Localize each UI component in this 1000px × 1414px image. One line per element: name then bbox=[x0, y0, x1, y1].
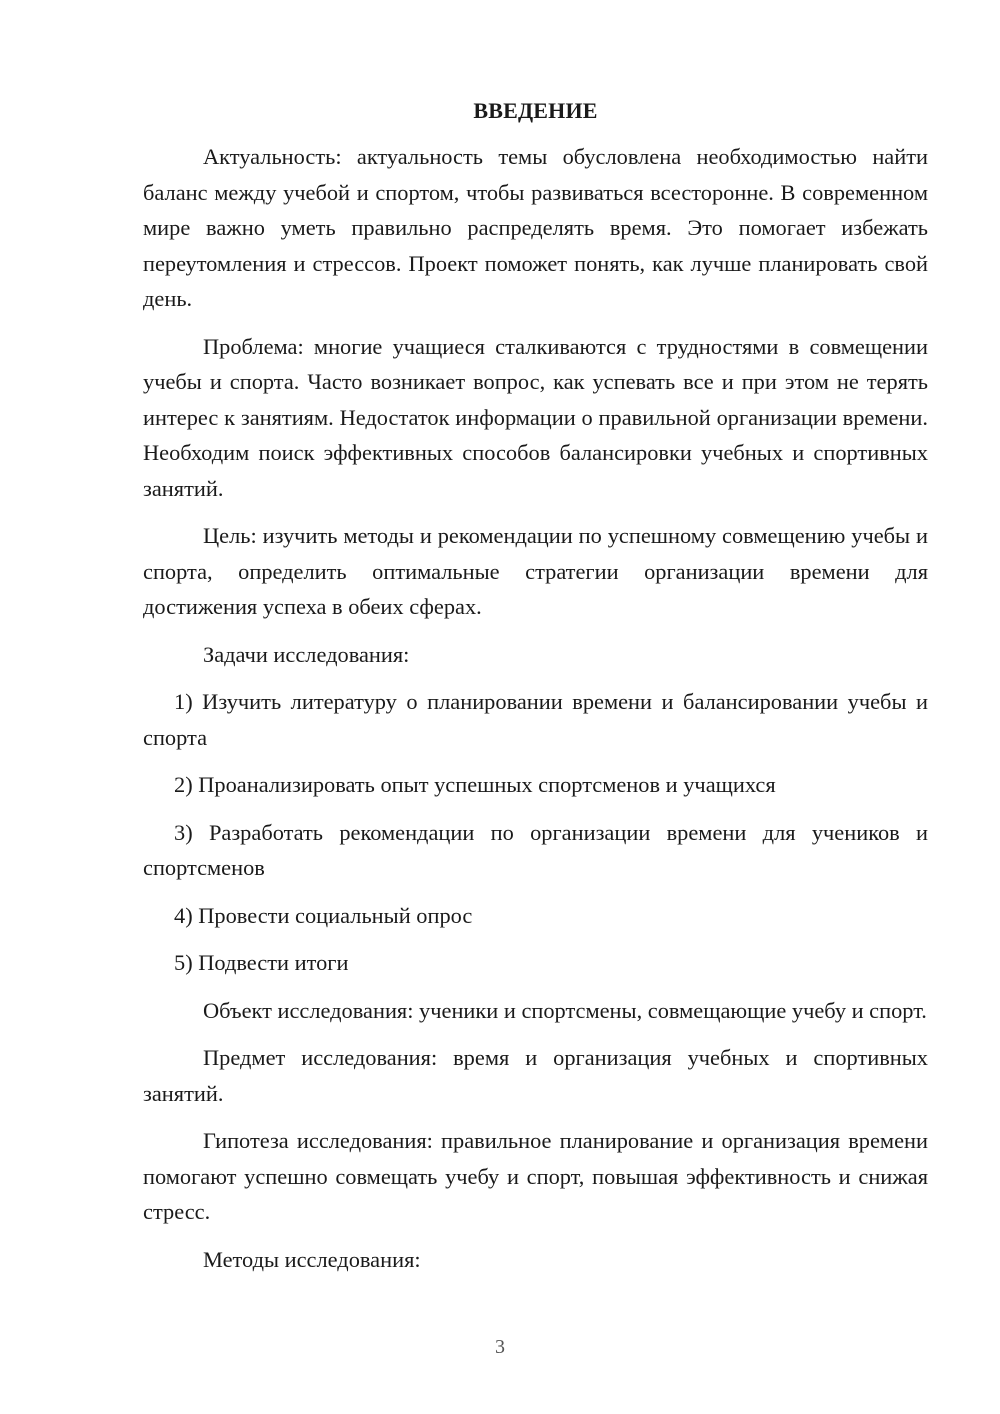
problem-paragraph: Проблема: многие учащиеся сталкиваются с трудностями в совмещении учебы и спорта. Часто возникает вопрос, как успевать все и при этом не терять интерес к занятиям. Недостаток информации о правильной организации времени. Необходим поиск эффективных способов балансировки учебных и спортивных занятий. bbox=[143, 333, 928, 501]
goal-paragraph: Цель: изучить методы и рекомендации по успешному совмещению учебы и спорта, определить оптимальные стратегии организации времени для достижения успеха в обеих сферах. bbox=[143, 523, 928, 619]
task-item-3: 3) Разработать рекомендации по организации времени для учеников и спортсменов bbox=[143, 819, 928, 880]
hypothesis-paragraph: Гипотеза исследования: правильное планирование и организация времени помогают успешно совмещать учебу и спорт, повышая эффективность и снижая стресс. bbox=[143, 1128, 928, 1224]
object-paragraph: Объект исследования: ученики и спортсмены, совмещающие учебу и спорт. bbox=[203, 997, 927, 1023]
document-page bbox=[143, 96, 928, 1277]
subject-paragraph: Предмет исследования: время и организация учебных и спортивных занятий. bbox=[143, 1045, 928, 1106]
section-title: ВВЕДЕНИЕ bbox=[473, 98, 598, 123]
relevance-paragraph: Актуальность: актуальность темы обусловлена необходимостью найти баланс между учебой и спортом, чтобы развиваться всесторонне. В современном мире важно уметь правильно распределять время. Это помогает избежать переутомления и стрессов. Проект поможет понять, как лучше планировать свой день. bbox=[143, 144, 928, 311]
tasks-heading: Задачи исследования: bbox=[203, 641, 410, 667]
methods-heading: Методы исследования: bbox=[203, 1246, 421, 1272]
task-item-4: 4) Провести социальный опрос bbox=[174, 902, 473, 928]
page-number: 3 bbox=[495, 1336, 505, 1358]
task-item-1: 1) Изучить литературу о планировании времени и балансировании учебы и спорта bbox=[143, 689, 928, 750]
task-item-5: 5) Подвести итоги bbox=[174, 950, 349, 975]
task-item-2: 2) Проанализировать опыт успешных спортсменов и учащихся bbox=[174, 772, 776, 797]
